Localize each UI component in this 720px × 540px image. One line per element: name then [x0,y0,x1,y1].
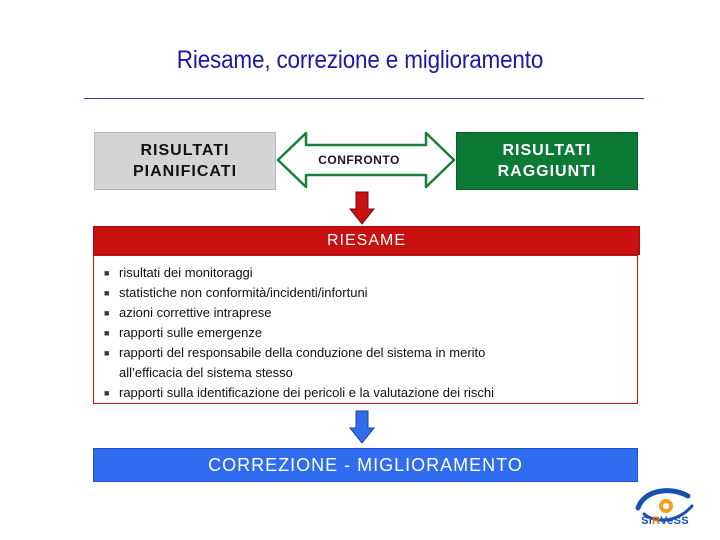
review-heading-bar: RIESAME [93,226,640,255]
outcome-bar: CORREZIONE - MIGLIORAMENTO [93,448,638,482]
reached-results-line1: RISULTATI [502,142,592,159]
down-arrow-blue-icon [349,410,375,444]
bullet-icon: ■ [104,268,110,278]
down-arrow-red-icon [349,191,375,225]
compare-label: CONFRONTO [318,153,400,167]
slide-title: Riesame, correzione e miglioramento [176,46,544,74]
list-item: ■ risultati dei monitoraggi [104,263,637,283]
title-divider [84,98,644,99]
list-item: ■ rapporti sulla identificazione dei pericoli e la valutazione dei rischi [104,383,637,403]
bullet-icon: ■ [104,328,110,338]
sirvess-logo-text: SiRVeSS [641,515,689,527]
list-item-continuation: all’efficacia del sistema stesso [119,365,293,380]
planned-results-box [94,132,276,190]
reached-results-line2: RAGGIUNTI [497,163,597,180]
reached-results-box [456,132,638,190]
list-item: ■ rapporti sulle emergenze [104,323,637,343]
review-items-list [94,256,637,403]
planned-results-line1: RISULTATI [140,142,230,159]
list-item: ■ statistiche non conformità/incidenti/infortuni [104,283,637,303]
list-item: ■ rapporti del responsabile della conduzione del sistema in merito [104,343,637,363]
bullet-icon: ■ [104,388,110,398]
bullet-icon: ■ [104,348,110,358]
planned-results-line2: PIANIFICATI [132,163,238,180]
review-items-box [93,255,638,404]
bullet-icon: ■ [104,308,110,318]
bullet-icon: ■ [104,288,110,298]
list-item: ■ azioni correttive intraprese [104,303,637,323]
